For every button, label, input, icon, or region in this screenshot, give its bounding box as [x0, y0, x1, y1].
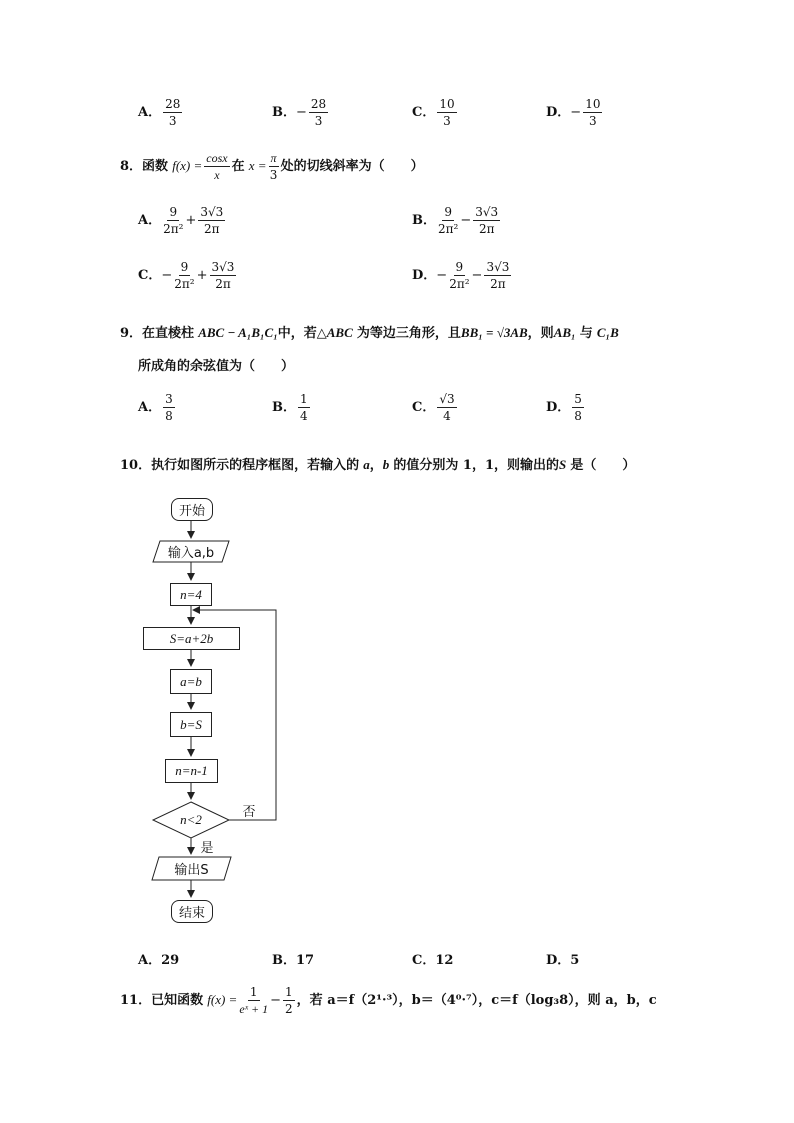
fraction: $\frac{9}{\text{2π²}}$: [449, 260, 470, 291]
q9-stem: 9．在直棱柱 ABC − A₁B₁C₁中，若△ABC 为等边三角形，且BB₁ = √3AB，则AB₁ 与 C₁B: [120, 325, 619, 341]
fraction: $\frac{√3}{4}$: [439, 392, 455, 423]
flow-decrement-n: n=n-1: [165, 759, 218, 783]
fraction: $\frac{5}{8}$: [574, 392, 582, 423]
q9-option-c[interactable]: C． $\frac{√3}{4}$: [412, 392, 455, 423]
flow-assign-b: b=S: [170, 712, 212, 737]
q10-option-a[interactable]: A．29: [138, 953, 180, 968]
fraction: $\frac{3}{8}$: [165, 392, 173, 423]
fraction: $\frac{1}{2}$: [285, 985, 293, 1016]
q7-option-d[interactable]: D．− $\frac{10}{3}$: [546, 97, 601, 128]
flow-input: 输入a,b: [167, 546, 215, 561]
flow-start: 开始: [171, 498, 213, 521]
q8-option-d[interactable]: D．− $\frac{9}{\text{2π²}}$ − $\frac{3√3}{2\pi}$: [412, 260, 510, 291]
fraction: $\frac{10}{3}$: [439, 97, 455, 128]
q10-stem: 10．执行如图所示的程序框图，若输入的 a，b 的值分别为 1，1，则输出的S 是（ ）: [120, 457, 636, 473]
flow-no-label: 否: [242, 804, 256, 820]
q8-stem: 8．函数 f(x) = $\frac{\cos x}{x}$ 在 x = $\frac{\pi}{3}$ 处的切线斜率为（ ）: [120, 151, 424, 182]
flow-compute-s: S=a+2b: [143, 627, 240, 650]
flow-init-n: n=4: [170, 583, 212, 606]
flow-end: 结束: [171, 900, 213, 923]
q7-option-a[interactable]: A． $\frac{28}{3}$: [138, 97, 181, 128]
fraction: $\frac{28}{3}$: [310, 97, 327, 128]
fraction: $\frac{1}{4}$: [300, 392, 308, 423]
fraction: $\frac{9}{\text{2π²}}$: [174, 260, 195, 291]
flow-assign-a: a=b: [170, 669, 212, 694]
q9-option-b[interactable]: B． $\frac{1}{4}$: [272, 392, 308, 423]
fraction: $\frac{\cos x}{x}$: [206, 151, 228, 182]
fraction: $\frac{28}{3}$: [165, 97, 181, 128]
fraction: $\frac{10}{3}$: [585, 97, 601, 128]
fraction: $\frac{\pi}{3}$: [269, 151, 278, 182]
fraction: $\frac{3√3}{2\pi}$: [475, 205, 499, 236]
fraction: $\frac{9}{\text{2π²}}$: [163, 205, 184, 236]
q7-option-c[interactable]: C． $\frac{10}{3}$: [412, 97, 455, 128]
fraction: $\frac{3√3}{2\pi}$: [211, 260, 235, 291]
q9-stem-line2: 所成角的余弦值为（ ）: [138, 359, 295, 374]
q9-option-d[interactable]: D． $\frac{5}{8}$: [546, 392, 582, 423]
flow-yes-label: 是: [200, 840, 214, 856]
q8-option-b[interactable]: B． $\frac{9}{\text{2π²}}$ − $\frac{3√3}{2\pi}$: [412, 205, 499, 236]
fraction: $\frac{9}{\text{2π²}}$: [438, 205, 459, 236]
fraction: $\frac{3√3}{2\pi}$: [200, 205, 224, 236]
fraction: $\frac{3√3}{2\pi}$: [486, 260, 510, 291]
fraction: $\frac{1}{\text{eˣ + 1}}$: [239, 985, 269, 1016]
q7-option-b[interactable]: B．− $\frac{28}{3}$: [272, 97, 327, 128]
flow-condition: n<2: [180, 812, 202, 827]
q10-option-c[interactable]: C．12: [412, 953, 454, 968]
q8-option-a[interactable]: A． $\frac{9}{\text{2π²}}$ + $\frac{3√3}{2\pi}$: [138, 205, 224, 236]
q10-option-d[interactable]: D．5: [546, 953, 580, 968]
q11-stem: 11．已知函数 f(x) = $\frac{1}{\text{eˣ + 1}}$ − $\frac{1}{2}$ ，若 a＝f（2¹·³），b＝（4⁰·⁷），c＝f（log₃8），则 a，b，c: [120, 985, 657, 1016]
q8-option-c[interactable]: C．− $\frac{9}{\text{2π²}}$ + $\frac{3√3}{2\pi}$: [138, 260, 235, 291]
q9-option-a[interactable]: A． $\frac{3}{8}$: [138, 392, 173, 423]
flow-output: 输出S: [174, 863, 209, 878]
q10-option-b[interactable]: B．17: [272, 953, 315, 968]
